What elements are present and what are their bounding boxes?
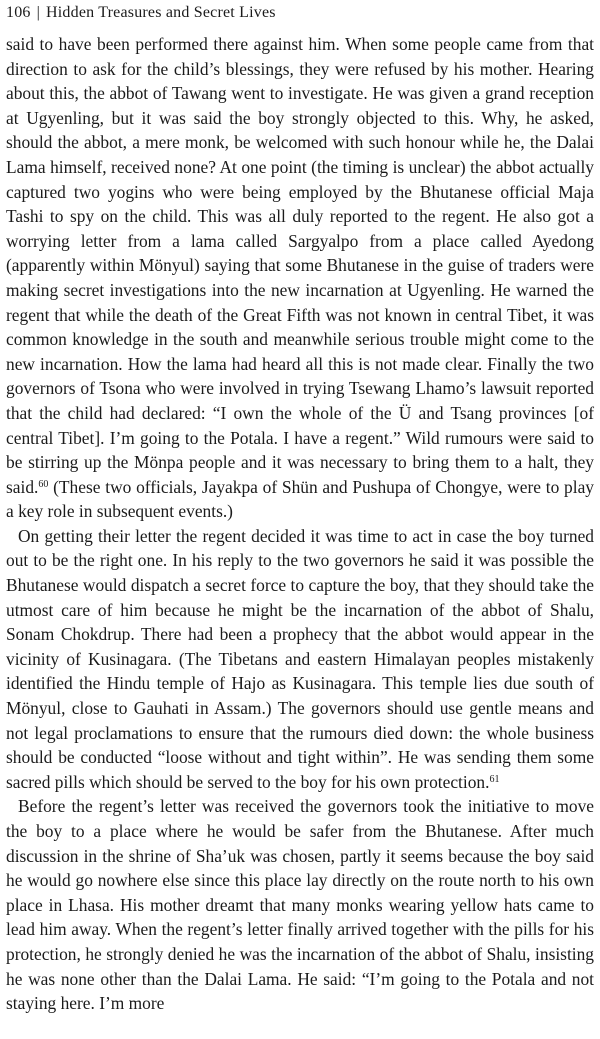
paragraph-3-text: Before the regent’s letter was received the governors took the initiative to move the boy to a place where he would be safer from the Bhutanese. After much discussion in the shrine of Sha’uk was chosen, partly it seems because the boy said he would go nowhere else since this place lay directly on the route north to his own place in Lhasa. His mother dreamt that many monks wearing yellow hats came to lead him away. When the regent’s letter finally arrived together with the pills for his protection, he strongly denied he was the incarnation of the abbot of Shalu, insisting he was none other than the Dalai Lama. He said: “I’m going to the Potala and not staying here. I’m more [6,796,594,1014]
paragraph-2 [6,524,594,795]
body-text [6,32,594,1016]
paragraph-1-text-continued: (These two officials, Jayakpa of Shün and Pushupa of Chongye, were to play a key role in subsequent events.) [6,476,594,522]
running-head [6,4,276,22]
book-title: Hidden Treasures and Secret Lives [46,4,276,21]
paragraph-1-text: said to have been performed there against him. When some people came from that direction to ask for the child’s blessings, they were refused by his mother. Hearing about this, the abbot of Tawang went to investigate. He was given a grand reception at Ugyenling, but it was said the boy strongly objected to this. Why, he asked, should the abbot, a mere monk, be welcomed with such honour while he, the Dalai Lama himself, received none? At one point (the timing is unclear) the abbot actually captured two yogins who were being employed by the Bhutanese official Maja Tashi to spy on the child. This was all duly reported to the regent. He also got a worrying letter from a lama called Sargyalpo from a place called Ayedong (apparently within Mönyul) saying that some Bhutanese in the guise of traders were making secret investigations into the new incarnation at Ugyenling. He warned the regent that while the death of the Great Fifth was not known in central Tibet, it was common knowledge in the south and meanwhile serious trouble might come to the new incarnation. How the lama had heard all this is not made clear. Finally the two governors of Tsona who were involved in trying Tsewang Lhamo’s lawsuit reported that the child had declared: “I own the whole of the Ü and Tsang provinces [of central Tibet]. I’m going to the Potala. I have a regent.” Wild rumours were said to be stirring up the Mönpa people and it was necessary to bring them to a halt, they said. [6,34,594,497]
paragraph-3 [6,794,594,1015]
paragraph-1 [6,32,594,524]
header-separator: | [36,4,41,21]
footnote-ref-60: 60 [38,478,49,490]
paragraph-2-text: On getting their letter the regent decided it was time to act in case the boy turned out to be the right one. In his reply to the two governors he said it was possible the Bhutanese would dispatch a secret force to capture the boy, that they should take the utmost care of him because he might be the incarnation of the abbot of Shalu, Sonam Chokdrup. There had been a prophecy that the abbot would appear in the vicinity of Kusinagara. (The Tibetans and eastern Himalayan peoples mistakenly identified the Hindu temple of Hajo as Kusinagara. This temple lies due south of Mönyul, close to Gauhati in Assam.) The governors should use gentle means and not legal proclamations to ensure that the rumours died down: the whole business should be conducted “loose without and tight within”. He was sending them some sacred pills which should be served to the boy for his own protection. [6,525,594,792]
page-number: 106 [6,4,31,21]
footnote-ref-61: 61 [489,773,500,785]
